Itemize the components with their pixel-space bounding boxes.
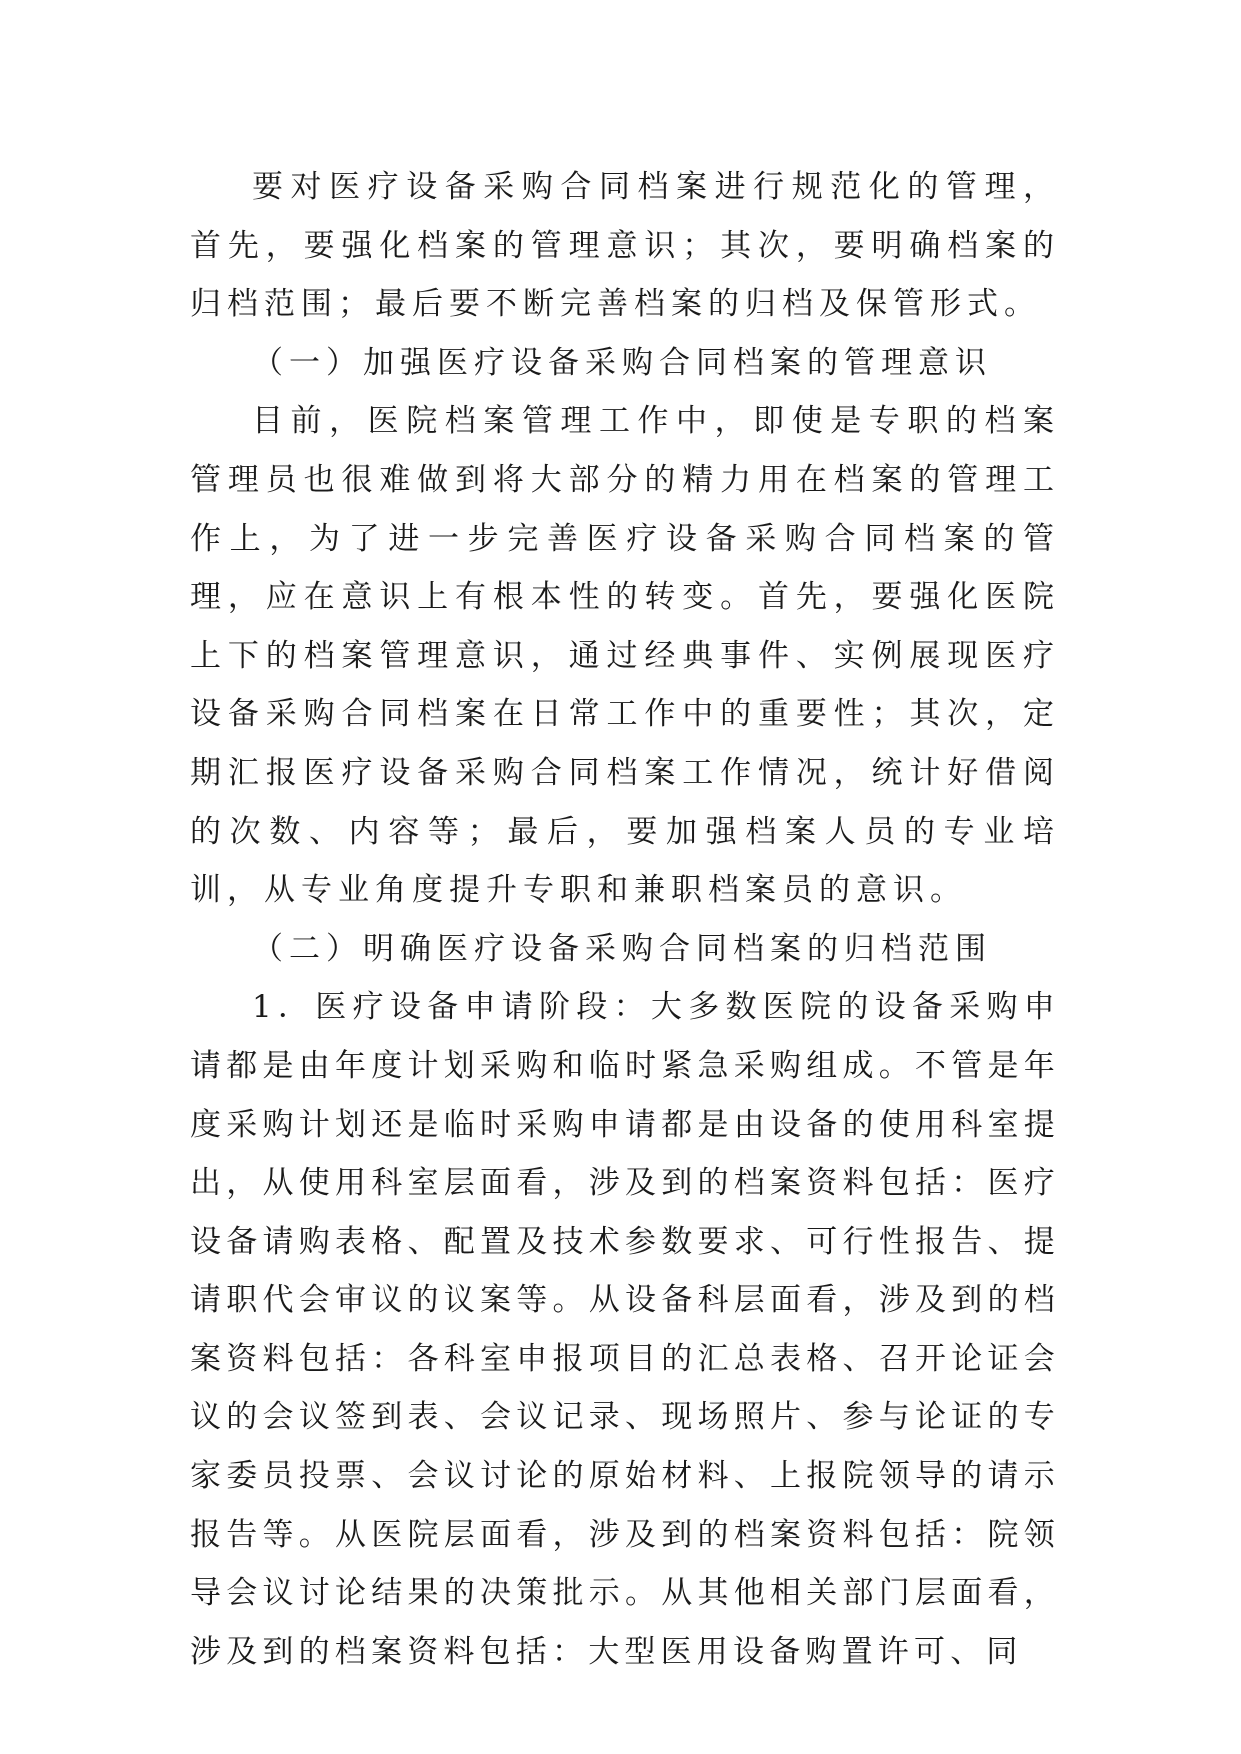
intro-paragraph: 要对医疗设备采购合同档案进行规范化的管理，首先，要强化档案的管理意识；其次，要明确档案的归档范围；最后要不断完善档案的归档及保管形式。 — [190, 169, 1060, 323]
document-body — [190, 158, 1060, 1681]
section-heading-2: （二）明确医疗设备采购合同档案的归档范围 — [252, 930, 992, 967]
section-2-paragraph: 1．医疗设备申请阶段：大多数医院的设备采购申请都是由年度计划采购和临时紧急采购组成。不管是年度采购计划还是临时采购申请都是由设备的使用科室提出，从使用科室层面看，涉及到的档案资料包括：医疗设备请购表格、配置及技术参数要求、可行性报告、提请职代会审议的议案等。从设备科层面看，涉及到的档案资料包括：各科室申报项目的汇总表格、召开论证会议的会议签到表、会议记录、现场照片、参与论证的专家委员投票、会议讨论的原始材料、上报院领导的请示报告等。从医院层面看，涉及到的档案资料包括：院领导会议讨论结果的决策批示。从其他相关部门层面看，涉及到的档案资料包括：大型医用设备购置许可、同 — [190, 989, 1060, 1670]
section-1-paragraph: 目前，医院档案管理工作中，即使是专职的档案管理员也很难做到将大部分的精力用在档案的管理工作上，为了进一步完善医疗设备采购合同档案的管理，应在意识上有根本性的转变。首先，要强化医院上下的档案管理意识，通过经典事件、实例展现医疗设备采购合同档案在日常工作中的重要性；其次，定期汇报医疗设备采购合同档案工作情况，统计好借阅的次数、内容等；最后，要加强档案人员的专业培训，从专业角度提升专职和兼职档案员的意识。 — [190, 403, 1060, 909]
section-heading-1: （一）加强医疗设备采购合同档案的管理意识 — [252, 344, 992, 381]
